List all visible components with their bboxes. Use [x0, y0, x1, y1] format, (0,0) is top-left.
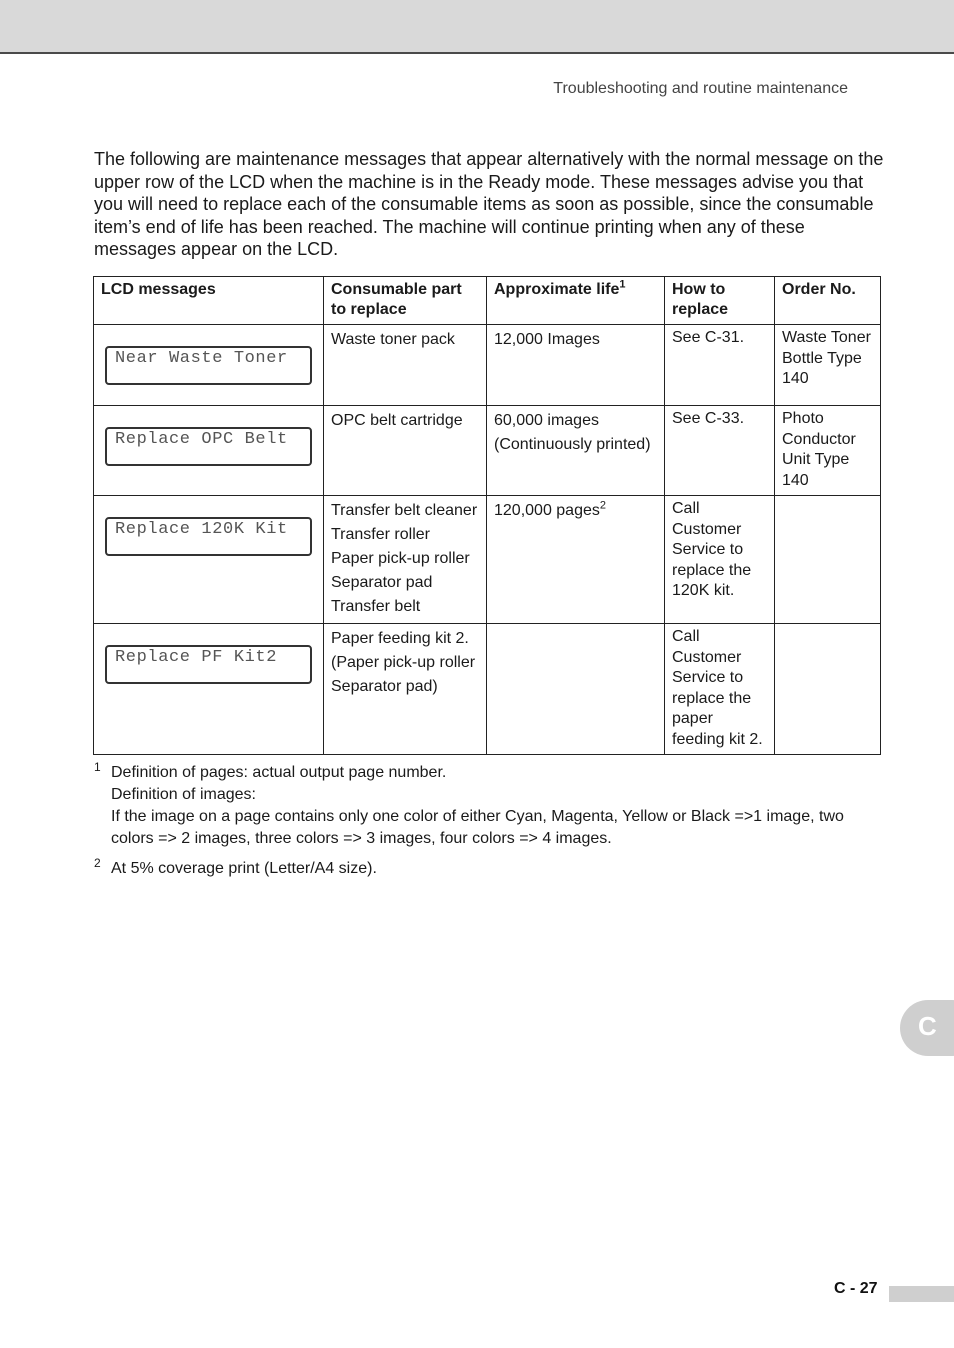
table-row — [94, 624, 881, 755]
life-value: 120,000 pages — [494, 502, 600, 519]
footnote-line: Definition of pages: actual output page number. — [111, 764, 447, 781]
how-cell: See C-33. — [665, 406, 775, 496]
footnote-ref: 1 — [619, 278, 626, 291]
life-value: 60,000 images — [494, 412, 599, 429]
page-number-band — [889, 1286, 954, 1302]
table-row — [94, 406, 881, 496]
part-line: Separator pad — [331, 574, 433, 591]
col-header-part: Consumable part to replace — [324, 277, 487, 325]
running-title: Troubleshooting and routine maintenance — [553, 80, 848, 97]
col-header-how: How to replace — [665, 277, 775, 325]
order-cell: Waste Toner Bottle Type 140 — [775, 325, 881, 406]
lcd-display: Near Waste Toner — [105, 346, 312, 385]
part-line: Separator pad) — [331, 678, 438, 695]
footnote-mark: 1 — [94, 760, 101, 774]
footnote — [94, 762, 874, 850]
order-cell — [775, 496, 881, 624]
part-line: OPC belt cartridge — [331, 412, 463, 429]
footnote-line: At 5% coverage print (Letter/A4 size). — [111, 860, 377, 877]
part-line: (Paper pick-up roller — [331, 654, 476, 671]
maintenance-table — [93, 276, 881, 755]
life-value: 12,000 Images — [494, 331, 600, 348]
part-line: Transfer belt cleaner — [331, 502, 478, 519]
footnote — [94, 858, 874, 880]
part-cell — [324, 496, 487, 624]
lcd-cell — [94, 325, 324, 406]
table-header-row — [94, 277, 881, 325]
footnotes — [94, 762, 874, 888]
how-cell: Call Customer Service to replace the paper feeding kit 2. — [665, 624, 775, 755]
order-cell: Photo Conductor Unit Type 140 — [775, 406, 881, 496]
header-band — [0, 0, 954, 54]
life-line — [494, 328, 657, 352]
how-cell: Call Customer Service to replace the 120K kit. — [665, 496, 775, 624]
life-line — [494, 409, 657, 433]
col-header-life: Approximate life$^1$ — [487, 277, 665, 325]
life-cell — [487, 496, 665, 624]
life-cell — [487, 325, 665, 406]
part-cell — [324, 325, 487, 406]
part-line: Paper feeding kit 2. — [331, 630, 469, 647]
order-cell — [775, 624, 881, 755]
lcd-cell — [94, 496, 324, 624]
lcd-display: Replace OPC Belt — [105, 427, 312, 466]
life-value: (Continuously printed) — [494, 436, 651, 453]
footnote-line: If the image on a page contains only one color of either Cyan, Magenta, Yellow or Black =>1 image, two colors => 2 images, three colors => 3 images, four colors => 4 images. — [111, 808, 844, 847]
col-header-lcd: LCD messages — [94, 277, 324, 325]
lcd-display: Replace 120K Kit — [105, 517, 312, 556]
part-cell — [324, 624, 487, 755]
footnote-line: Definition of images: — [111, 786, 256, 803]
part-line: Transfer roller — [331, 526, 430, 543]
footnote-mark: 2 — [94, 856, 101, 870]
page-number: C - 27 — [834, 1280, 878, 1297]
part-line: Waste toner pack — [331, 331, 455, 348]
chapter-tab: C — [900, 1000, 954, 1056]
table-row — [94, 496, 881, 624]
lcd-display: Replace PF Kit2 — [105, 645, 312, 684]
footnote-ref: 2 — [599, 499, 606, 512]
life-line — [494, 499, 657, 523]
part-cell — [324, 406, 487, 496]
life-line — [494, 433, 657, 457]
lcd-cell — [94, 624, 324, 755]
col-header-order: Order No. — [775, 277, 881, 325]
part-line: Paper pick-up roller — [331, 550, 470, 567]
table-row — [94, 325, 881, 406]
lcd-cell — [94, 406, 324, 496]
intro-paragraph: The following are maintenance messages that appear alternatively with the normal message on the upper row of the LCD when the machine is in the Ready mode. These messages advise you that you will need to replace each of the consumable items as soon as possible, since the consumable item’s end of life has been reached. The machine will continue printing when any of these messages appear on the LCD. — [94, 149, 884, 259]
life-cell — [487, 624, 665, 755]
life-cell — [487, 406, 665, 496]
how-cell: See C-31. — [665, 325, 775, 406]
part-line: Transfer belt — [331, 598, 421, 615]
